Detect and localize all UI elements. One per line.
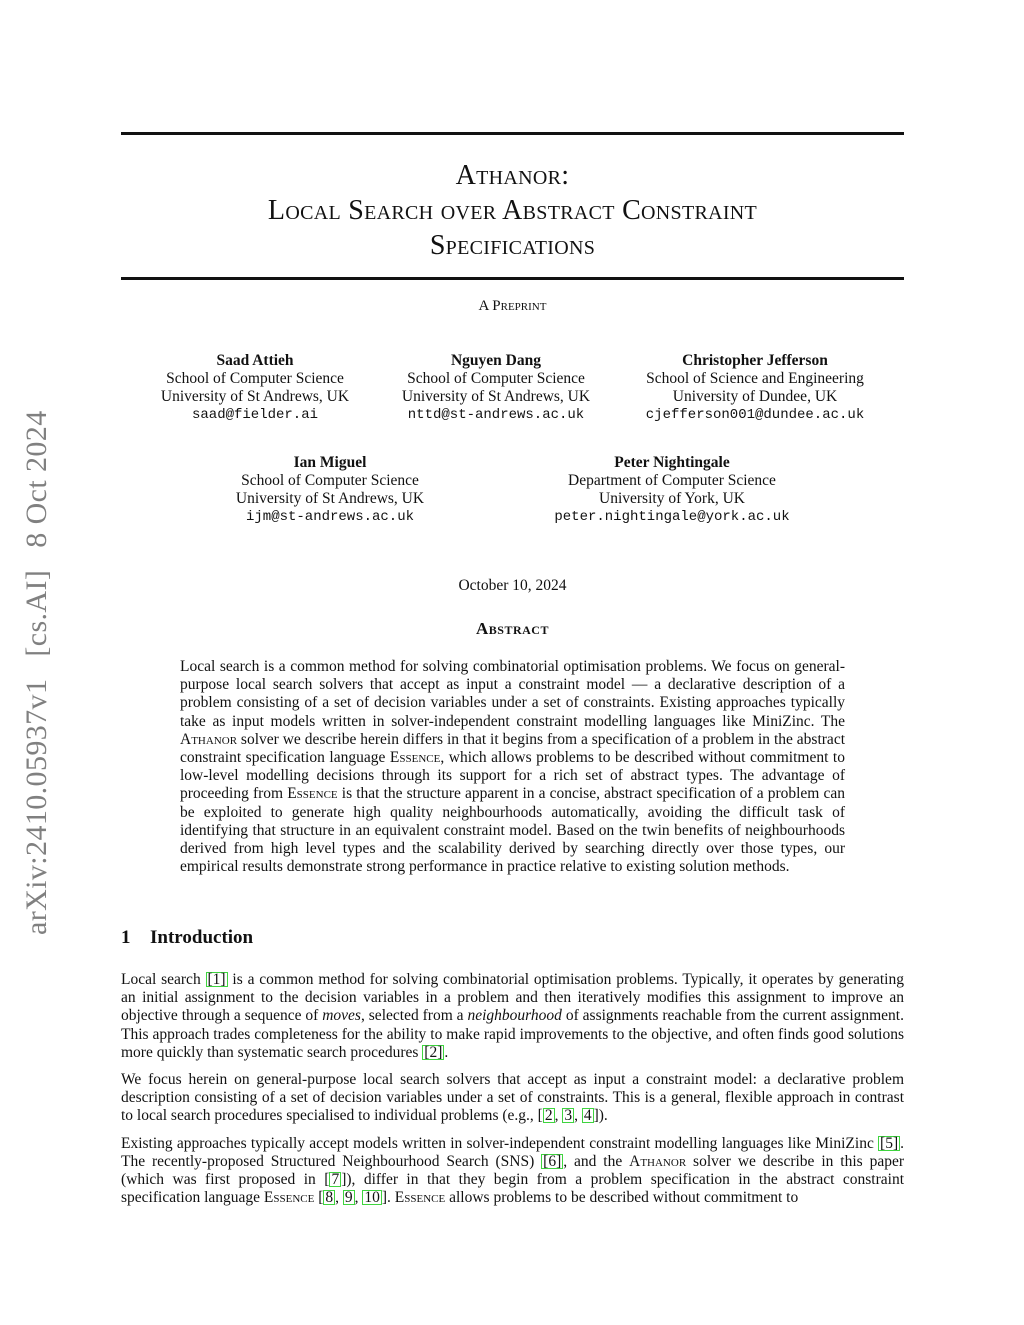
arxiv-category: [cs.AI] xyxy=(20,569,53,657)
citation-link[interactable]: 10 xyxy=(364,1189,380,1207)
arxiv-id: arXiv:2410.05937v1 xyxy=(20,678,53,935)
author-block-jefferson xyxy=(620,352,890,424)
essence-name: Essence xyxy=(394,1189,446,1207)
author-dept: School of Science and Engineering xyxy=(646,370,864,387)
preprint-label: A Preprint xyxy=(478,298,547,314)
title-top-rule xyxy=(121,132,904,135)
arxiv-date: 8 Oct 2024 xyxy=(20,410,53,548)
author-email: ijm@st-andrews.ac.uk xyxy=(245,509,415,525)
author-email: peter.nightingale@york.ac.uk xyxy=(554,509,790,525)
text-segment: Existing approaches typically accept models written in solver-independent constraint modelling languages like MiniZinc xyxy=(121,1134,879,1152)
citation-link[interactable]: [6] xyxy=(543,1152,562,1170)
author-name: Christopher Jefferson xyxy=(682,352,828,369)
citation-link[interactable]: 7 xyxy=(331,1171,340,1189)
title-line-2: Local Search over Abstract Constraint xyxy=(267,195,758,226)
abstract-segment: is that the structure apparent in a concise, abstract specification of a problem can be exploited to generate high quality neighbourhoods automatically, avoiding the difficult task of identifying that structure in an equivalent constraint model. Based on the twin benefits of neighbourhoods derived from high level types and the scalability derived by searching directly over those types, our empirical results demonstrate strong performance in practice relative to existing solution methods. xyxy=(180,785,845,876)
citation-link[interactable]: 8 xyxy=(325,1189,334,1207)
author-dept: School of Computer Science xyxy=(241,472,419,489)
text-segment: , xyxy=(554,1107,563,1125)
paper-title xyxy=(121,158,904,263)
athanor-name: Athanor xyxy=(180,730,238,748)
author-email: cjefferson001@dundee.ac.uk xyxy=(645,407,865,423)
author-dept: Department of Computer Science xyxy=(568,472,776,489)
author-name: Saad Attieh xyxy=(216,352,294,369)
author-inst: University of Dundee, UK xyxy=(672,388,838,405)
author-block-miguel xyxy=(210,454,450,526)
text-segment: allows problems to be described without commitment to xyxy=(445,1189,799,1207)
text-segment: ]). xyxy=(593,1107,608,1125)
text-segment: of assignments reachable from the current assignment. This approach trades completeness for the ability to make rapid improvements to the objective, and often finds good solutions more quickly than systematic search procedures xyxy=(121,1007,904,1061)
author-block-dang xyxy=(376,352,616,424)
text-segment: Local search xyxy=(121,971,206,988)
arxiv-watermark xyxy=(20,388,54,935)
essence-name: Essence xyxy=(389,749,441,767)
author-name: Peter Nightingale xyxy=(614,454,730,471)
abstract-segment: solver we describe herein differs in that it begins from a specification of a problem in the abstract constraint specification language xyxy=(180,730,845,767)
text-segment: , xyxy=(354,1189,363,1207)
citation-link[interactable]: [5] xyxy=(880,1134,899,1152)
intro-paragraph-1 xyxy=(121,971,904,1062)
text-segment: , xyxy=(574,1107,582,1125)
author-inst: University of York, UK xyxy=(599,490,745,507)
abstract-segment: Local search is a common method for solving combinatorial optimisation problems. We focus on general-purpose local search solvers that accept as input a constraint model — a declarative description of a problem consisting of a set of decision variables under a set of constraints. Existing approaches typically take as input models written in solver-independent constraint modelling languages like MiniZinc. The xyxy=(180,658,845,730)
citation-link[interactable]: 4 xyxy=(583,1107,592,1125)
emphasis-moves: moves xyxy=(322,1007,361,1025)
section-number: 1 xyxy=(121,927,131,948)
paper-date: October 10, 2024 xyxy=(458,577,567,594)
abstract-heading: Abstract xyxy=(476,619,549,638)
author-name: Ian Miguel xyxy=(293,454,367,471)
text-segment: , and the xyxy=(563,1152,630,1170)
author-block-attieh xyxy=(135,352,375,424)
text-segment: ]. xyxy=(381,1189,395,1207)
abstract-segment: , which allows problems to be described without commitment to low-level modelling decisions through its support for a rich set of abstract types. The advantage of proceeding from xyxy=(180,749,845,803)
text-segment: ]), differ in that they begin from a problem specification in the abstract constraint specification language xyxy=(121,1171,905,1207)
author-email: nttd@st-andrews.ac.uk xyxy=(407,407,585,423)
author-dept: School of Computer Science xyxy=(407,370,585,387)
introduction-body xyxy=(121,971,904,1216)
author-inst: University of St Andrews, UK xyxy=(160,388,350,405)
title-line-3: Specifications xyxy=(429,230,596,261)
text-segment: . The recently-proposed Structured Neighbourhood Search (SNS) xyxy=(121,1134,904,1170)
intro-paragraph-2 xyxy=(121,1071,904,1126)
citation-link[interactable]: 2 xyxy=(544,1107,553,1125)
author-inst: University of St Andrews, UK xyxy=(235,490,425,507)
citation-link[interactable]: 9 xyxy=(344,1189,353,1207)
text-segment: . xyxy=(444,1043,449,1061)
abstract-text xyxy=(180,658,845,876)
author-email: saad@fielder.ai xyxy=(191,407,319,423)
text-segment: , selected from a xyxy=(360,1007,468,1025)
text-segment: We focus herein on general-purpose local search solvers that accept as input a constraint model: a declarative problem description consisting of a set of decision variables under a set of constraints. This is a general, flexible approach in contrast to local search procedures specialised to individual problems (e.g., [ xyxy=(121,1071,904,1125)
section-heading-introduction xyxy=(121,927,253,949)
emphasis-neighbourhood: neighbourhood xyxy=(467,1007,562,1025)
section-title: Introduction xyxy=(150,927,254,948)
title-bottom-rule xyxy=(121,277,904,280)
intro-paragraph-3 xyxy=(121,1135,904,1208)
title-line-1: Athanor: xyxy=(455,160,570,191)
citation-link[interactable]: [1] xyxy=(207,971,226,988)
text-segment: solver we describe in this paper (which was first proposed in [ xyxy=(121,1152,904,1189)
text-segment: [ xyxy=(314,1189,324,1207)
author-block-nightingale xyxy=(532,454,812,526)
author-dept: School of Computer Science xyxy=(166,370,344,387)
athanor-name: Athanor xyxy=(629,1152,687,1170)
author-inst: University of St Andrews, UK xyxy=(401,388,591,405)
essence-name: Essence xyxy=(263,1189,315,1207)
citation-link[interactable]: [2] xyxy=(424,1043,443,1061)
text-segment: is a common method for solving combinatorial optimisation problems. Typically, it operates by generating an initial assignment to the decision variables in a problem and then iteratively modifies this assignment to improve an objective through a sequence of xyxy=(121,971,904,1025)
text-segment: , xyxy=(335,1189,343,1207)
author-name: Nguyen Dang xyxy=(450,352,541,369)
essence-name: Essence xyxy=(287,785,338,803)
citation-link[interactable]: 3 xyxy=(564,1107,573,1125)
